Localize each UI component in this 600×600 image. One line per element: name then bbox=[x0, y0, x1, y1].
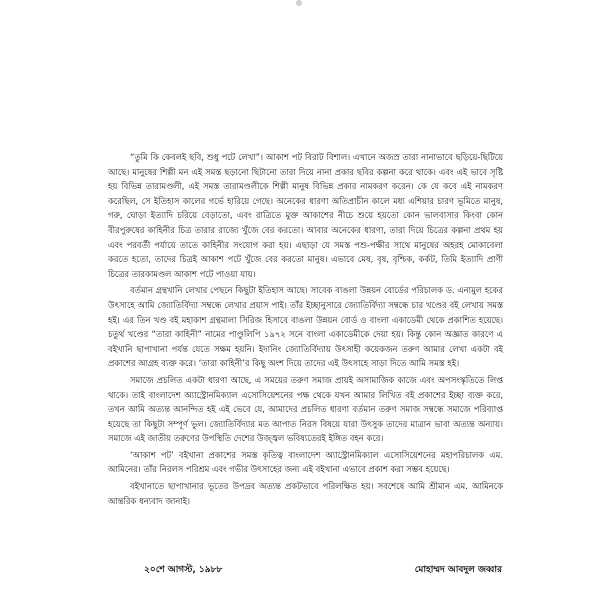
preface-date: ২০শে আগস্ট, ১৯৮৮ bbox=[144, 565, 223, 575]
paragraph-2: বর্তমান গ্রন্থখানি লেখার পেছনে কিছুটা ইতিহাস আছে। সাবেক বাঙলা উন্নয়ন বোর্ডের পরিচালক ড. এনামুল হকের উৎসাহে আমি জ্যোতির্বিদ্যা সম্বন্ধে লেখার প্রয়াস পাই। তাঁর ইচ্ছানুসারে জ্যোতির্বিদ্যা সম্বন্ধে চার খণ্ডের বই লেখায় সমস্ত হই। এর তিন খণ্ড বই মহাকাশ গ্রন্থমালা সিরিজ হিসাবে বাঙলা উন্নয়ন বোর্ড ও বাংলা একাডেমী থেকে প্রকাশিত হয়েছে। চতুর্থ খণ্ডের “তারা কাহিনী” নামের পাণ্ডুলিপি ১৯৭২ সনে বাংলা একাডেমীকে দেয়া হয়। কিন্তু কোন অজ্ঞাত কারণে এ বইখানি ছাপাখানা পর্যন্ত যেতে সক্ষম হয়নি। ইদানিং জ্যোতির্বিদ্যায় উৎসাহী কয়েকজন তরুণ আমার লেখা একটা বই প্রকাশের আগ্রহ ব্যক্ত করে। ‘তারা কাহিনী’র কিছু অংশ দিয়ে তাদের এই উৎসাহে সাড়া দিতে আমি সমস্ত হই। bbox=[108, 285, 503, 369]
signature-row bbox=[144, 562, 502, 577]
author-name: মোহাম্মদ আবদুল জব্বার bbox=[414, 565, 502, 575]
paragraph-1: “তুমি কি কেবলই ছবি, শুধু পটে লেখা”। আকাশ পট বিরাট বিশাল। এখানে অজস্র তারা নানাভাবে ছড়িয়ে-ছিটিয়ে আছে। মানুষের শিল্পী মন এই সমস্ত ছড়ানো ছিটানো তারা দিয়ে নানা প্রকার ছবির কল্পনা করে থাকে। এবং এই ভাবে সৃষ্টি হয় বিভিন্ন তারামণ্ডলী, এই সমস্ত তারামণ্ডলীকে শিল্পী মানুষ বিভিন্ন প্রকার নামকরণ করেন। কে যে কবে এই নামকরণ করেছিল, সে ইতিহাস কালের গর্ভে হারিয়ে গেছে। অনেকের ধারণা অতিপ্রাচীন কালে মধ্য এশিয়ার চারণ ভূমিতে মানুষ, গরু, ঘোড়া ইত্যাদি চরিয়ে বেড়াতো, এবং রাত্রিতে মুক্ত আকাশের নীচে শুয়ে হয়তো কোন ভালবাসার কিংবা কোন বীরপুরুষের কাহিনীর চিত্র তারার রাজ্যে খুঁজে বের করতো। আবার অনেকের ধারণা, তারা দিয়ে চিত্রের কল্পনা প্রথম হয় এবং পরবর্তী পর্যায়ে তাতে কাহিনীর সংযোগ করা হয়। এছাড়া যে সমস্ত পশু-পক্ষীর সাথে মানুষের অহরহ মোকাবেলা করতে হতো, তাদের চিত্রই আকাশ পটে খুঁজে বের করতো মানুষ। এভাবে মেষ, বৃষ, বৃশ্চিক, কর্কট, তিমি ইত্যাদি প্রাণী চিত্রের তারকামণ্ডল আকাশ পটে পাওয়া যায়। bbox=[108, 152, 503, 279]
paragraph-4: ‘আকাশ পট’ বইখানা প্রকাশের সমস্ত কৃতিত্ব বাংলাদেশ অ্যাস্ট্রোনমিক্যাল এসোসিয়েশনের মহাপরিচালক এম. আমিনের। তাঁর নিরলস পরিশ্রম এবং গভীর উৎসাহের জন্য এই বইখানা এভাবে প্রকাশ করা সম্ভব হয়েছে। bbox=[108, 449, 503, 475]
paragraph-5: বইখানাতে ছাপাখানার ভূতের উপদ্রব অত্যন্ত প্রকটভাবে পরিলক্ষিত হয়। সবশেষে আমি শ্রীমান এম. আমিনকে আন্তরিক ধন্যবাদ জানাই। bbox=[108, 481, 503, 506]
preface-body bbox=[108, 150, 503, 508]
paragraph-3: সমাজে প্রচলিত একটা ধারণা আছে, এ সময়ের তরুণ সমাজ প্রায়ই অসামাজিক কাজে এবং অপসংস্কৃতিতে লিপ্ত থাকে। তাই বাংলাদেশ অ্যাস্ট্রোনমিক্যাল এসোসিয়েশনের পক্ষ থেকে যখন আমার লিখিত বই প্রকাশের ইচ্ছা ব্যক্ত করে, তখন আমি অত্যন্ত আনন্দিত হই এই ভেবে যে, আমাদের প্রচলিত ধারণা বর্তমান তরুণ সমাজ সম্বন্ধে সমাজে পরিব্যাপ্ত হয়েছে তা কিছুটা সম্পূর্ণ ভুল। জ্যোতির্বিদ্যার মত আপাত নিরস বিষয়ে যারা উৎসুক তাদের মাত্রান ভাবা অত্যন্ত অন্যায়। সমাজে এই জাতীয় তরুণের উপস্থিতি দেশের উজ্জ্বল ভবিষ্যতেরই ইঙ্গিত বহন করে। bbox=[108, 374, 503, 444]
page-scan-mark bbox=[296, 0, 302, 6]
